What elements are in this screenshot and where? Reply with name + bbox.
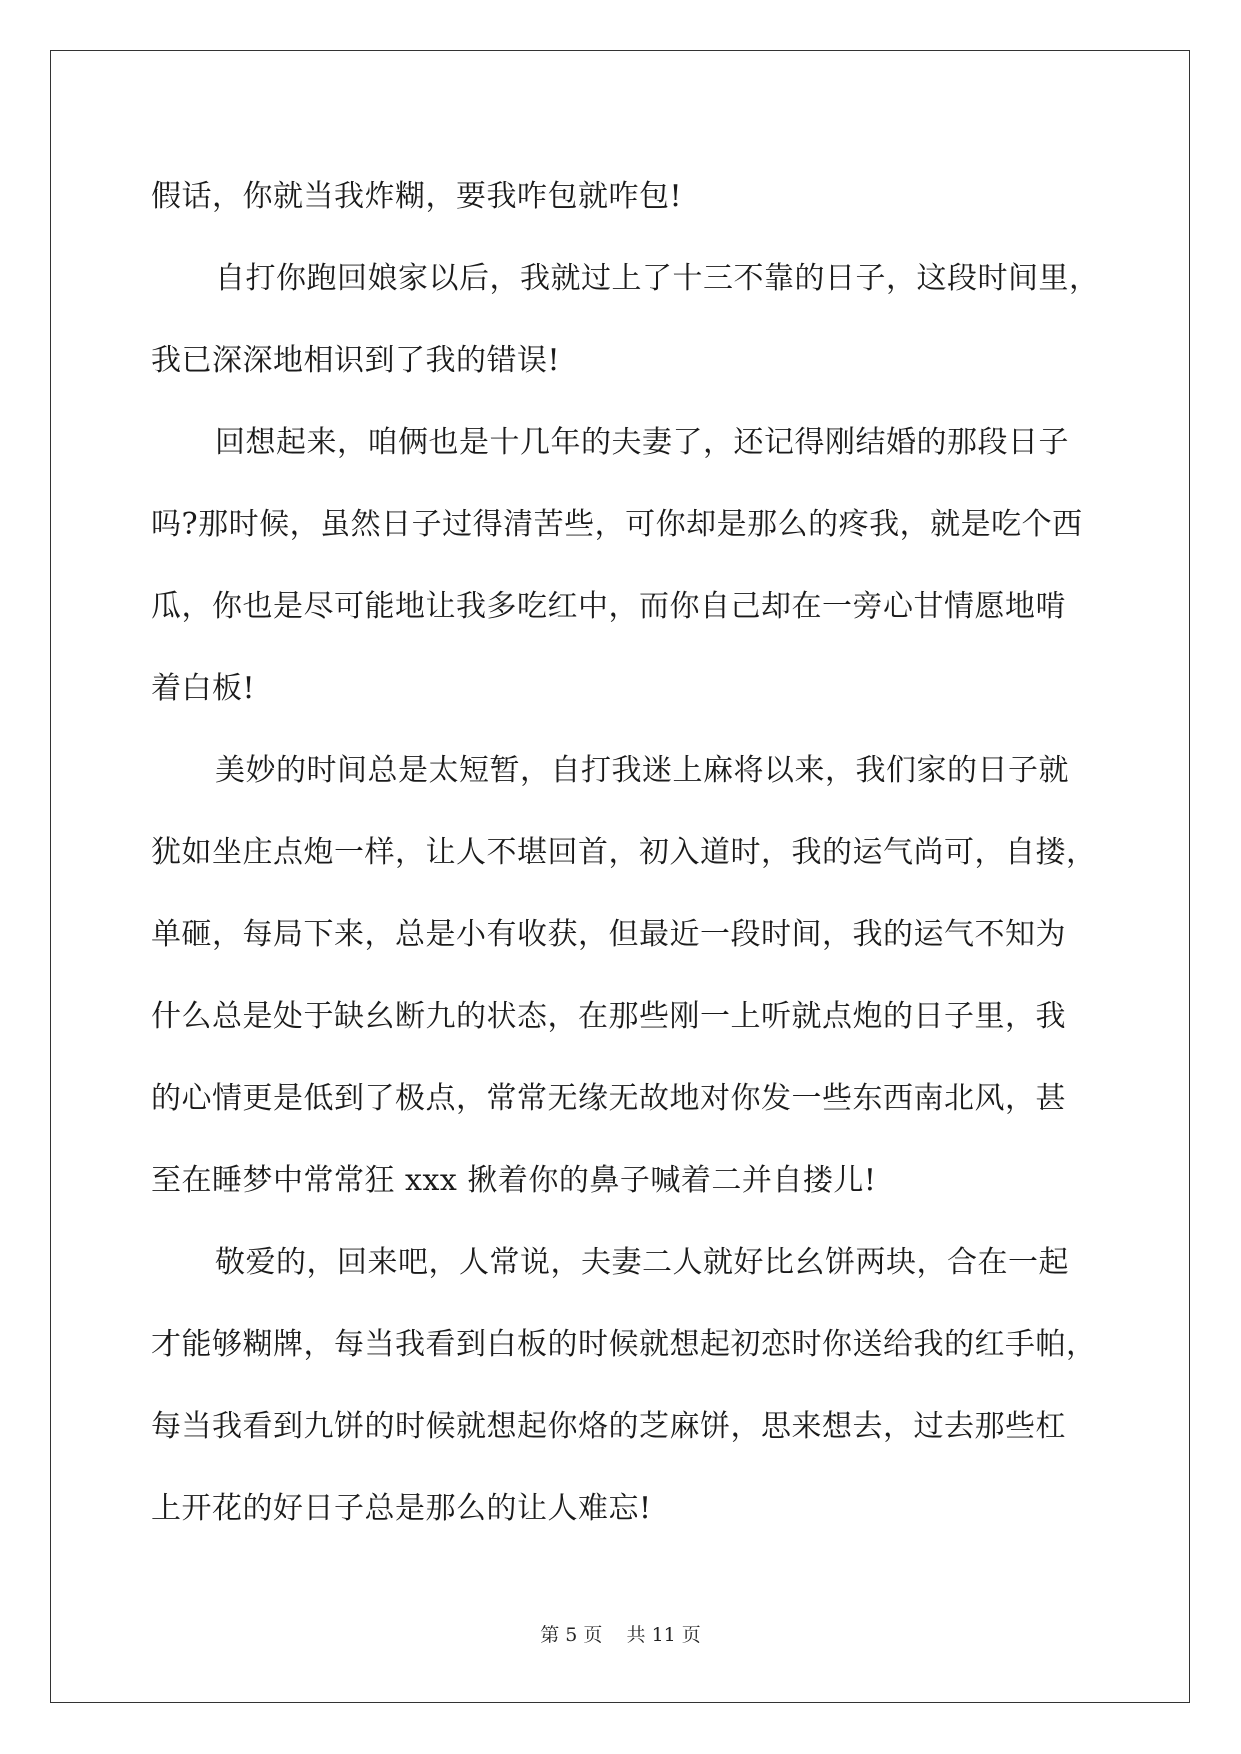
text-line: 的心情更是低到了极点，常常无缘无故地对你发一些东西南北风，甚 — [151, 1081, 1066, 1116]
text-line: 我已深深地相识到了我的错误! — [151, 343, 561, 378]
text-line: 回想起来，咱俩也是十几年的夫妻了，还记得刚结婚的那段日子 — [215, 425, 1069, 460]
text-line: 犹如坐庄点炮一样，让人不堪回首，初入道时，我的运气尚可，自搂， — [151, 835, 1097, 870]
text-line: 至在睡梦中常常狂 xxx 揪着你的鼻子喊着二并自搂儿! — [151, 1163, 877, 1198]
document-body — [151, 156, 1101, 1550]
text-line: 每当我看到九饼的时候就想起你烙的芝麻饼，思来想去，过去那些杠 — [151, 1409, 1066, 1444]
text-line: 单砸，每局下来，总是小有收获，但最近一段时间，我的运气不知为 — [151, 917, 1066, 952]
text-line: 假话，你就当我炸糊，要我咋包就咋包! — [151, 179, 683, 214]
text-line: 美妙的时间总是太短暂，自打我迷上麻将以来，我们家的日子就 — [215, 753, 1069, 788]
text-line: 吗?那时候，虽然日子过得清苦些，可你却是那么的疼我，就是吃个西 — [151, 507, 1083, 542]
text-line: 着白板! — [151, 671, 256, 706]
page-number: 第 5 页 — [540, 1624, 603, 1646]
text-line: 什么总是处于缺幺断九的状态，在那些刚一上听就点炮的日子里，我 — [151, 999, 1066, 1034]
text-line: 才能够糊牌，每当我看到白板的时候就想起初恋时你送给我的红手帕， — [151, 1327, 1097, 1362]
text-line: 上开花的好日子总是那么的让人难忘! — [151, 1491, 652, 1526]
page-footer — [0, 1620, 1241, 1647]
text-line: 瓜，你也是尽可能地让我多吃红中，而你自己却在一旁心甘情愿地啃 — [151, 589, 1066, 624]
text-line: 自打你跑回娘家以后，我就过上了十三不靠的日子，这段时间里， — [215, 261, 1100, 296]
page-total: 共 11 页 — [626, 1624, 701, 1646]
text-line: 敬爱的，回来吧，人常说，夫妻二人就好比幺饼两块，合在一起 — [215, 1245, 1069, 1280]
